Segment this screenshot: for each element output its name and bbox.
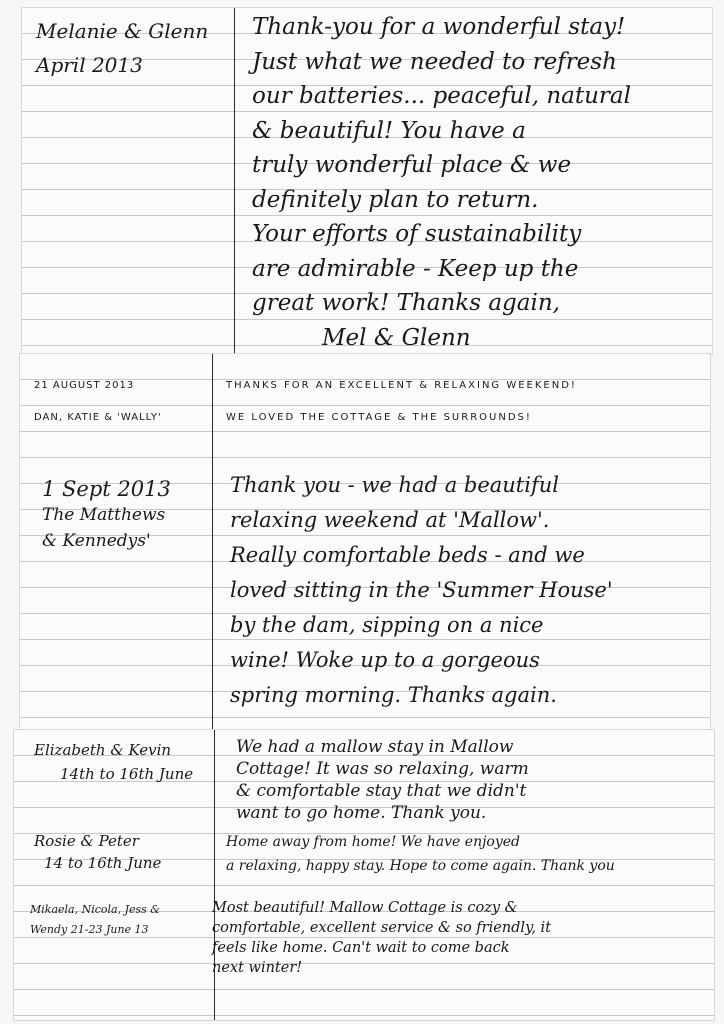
entry-guest-info bbox=[34, 830, 161, 874]
entry-message: Thank you - we had a beautiful relaxing weekend at 'Mallow'. Really comfortable beds - and we loved sitting in the 'Summer House' by the dam, sipping on a nice wine! Woke up to a gorgeous spring morning. Thanks again. bbox=[230, 473, 613, 707]
entry-guest-info bbox=[30, 900, 160, 940]
guest-name: Mikaela, Nicola, Jess & bbox=[30, 903, 161, 916]
entry-message: THANKS FOR AN EXCELLENT & RELAXING WEEKEND! WE LOVED THE COTTAGE & THE SURROUNDS! bbox=[226, 380, 577, 423]
entry-guest-info bbox=[34, 738, 193, 786]
entry-message: Thank-you for a wonderful stay! Just what we needed to refresh our batteries... peaceful, natural & beautiful! You have a truly wonderful place & we definitely plan to return. Your efforts of sustainability are admirable - Keep up the great work! Thanks again, Mel & Glenn bbox=[252, 10, 631, 355]
stay-date: 21 AUGUST 2013 bbox=[34, 380, 135, 391]
guest-name: Elizabeth & Kevin bbox=[34, 741, 172, 759]
stay-date: 1 Sept 2013 bbox=[42, 477, 171, 501]
stay-date: April 2013 bbox=[36, 53, 143, 77]
entry-guest-info bbox=[34, 370, 162, 434]
entry-guest-info bbox=[36, 14, 208, 82]
entry-message: Most beautiful! Mallow Cottage is cozy & comfortable, excellent service & so friendly, it feels like home. Can't wait to come back next winter! bbox=[212, 900, 552, 976]
guest-name: DAN, KATIE & 'WALLY' bbox=[34, 412, 162, 423]
stay-date: 14th to 16th June bbox=[60, 765, 194, 783]
guest-name: The Matthews bbox=[42, 505, 166, 525]
entry-guest-info bbox=[42, 476, 171, 554]
guest-name: Rosie & Peter bbox=[34, 832, 139, 850]
entry-signature: Mel & Glenn bbox=[322, 324, 471, 351]
guest-name-2: & Kennedys' bbox=[42, 531, 151, 551]
guest-name: Melanie & Glenn bbox=[36, 19, 209, 43]
entry-message: Home away from home! We have enjoyed a relaxing, happy stay. Hope to come again. Thank you bbox=[226, 834, 615, 874]
stay-date: 14 to 16th June bbox=[44, 854, 162, 872]
stay-date: Wendy 21-23 June 13 bbox=[30, 923, 149, 936]
entry-message: We had a mallow stay in Mallow Cottage! It was so relaxing, warm & comfortable stay that we didn't want to go home. Thank you. bbox=[236, 737, 529, 823]
